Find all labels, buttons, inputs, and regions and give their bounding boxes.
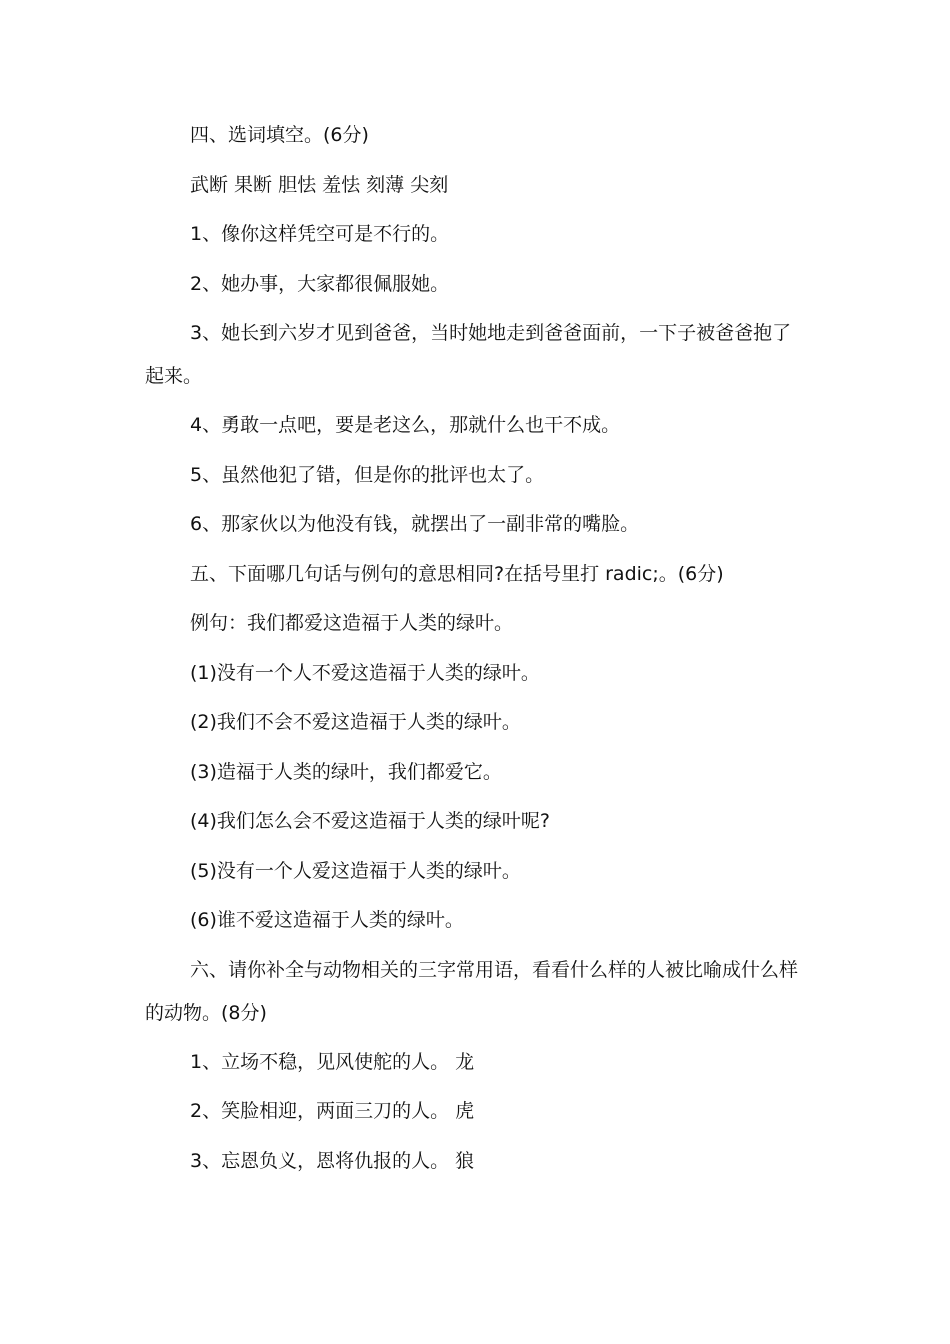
option-item: (1)没有一个人不爱这造福于人类的绿叶。 <box>190 661 540 684</box>
question-item: 2、她办事，大家都很佩服她。 <box>190 272 450 295</box>
question-item: 1、像你这样凭空可是不行的。 <box>190 223 450 245</box>
option-item: (3)造福于人类的绿叶，我们都爱它。 <box>190 760 502 783</box>
section-heading-5: 五、下面哪几句话与例句的意思相同?在括号里打 radic;。(6分) <box>190 562 724 585</box>
question-item: 2、笑脸相迎，两面三刀的人。 虎 <box>190 1100 475 1122</box>
question-item: 4、勇敢一点吧，要是老这么，那就什么也干不成。 <box>190 414 621 436</box>
option-item: (6)谁不爱这造福于人类的绿叶。 <box>190 909 464 931</box>
option-item: (4)我们怎么会不爱这造福于人类的绿叶呢? <box>190 810 550 832</box>
document-body <box>145 111 810 1186</box>
section-heading-4: 四、选词填空。(6分) <box>190 124 369 146</box>
question-item: 5、虽然他犯了错，但是你的批评也太了。 <box>190 463 545 486</box>
question-item: 3、她长到六岁才见到爸爸，当时她地走到爸爸面前，一下子被爸爸抱了起来。 <box>145 322 792 387</box>
option-item: (5)没有一个人爱这造福于人类的绿叶。 <box>190 859 521 882</box>
word-choices: 武断 果断 胆怯 羞怯 刻薄 尖刻 <box>190 173 449 196</box>
question-item: 1、立场不稳，见风使舵的人。 龙 <box>190 1050 475 1073</box>
option-item: (2)我们不会不爱这造福于人类的绿叶。 <box>190 711 521 733</box>
example-sentence: 例句：我们都爱这造福于人类的绿叶。 <box>190 612 514 634</box>
question-item: 6、那家伙以为他没有钱，就摆出了一副非常的嘴脸。 <box>190 513 640 535</box>
question-item: 3、忘恩负义，恩将仇报的人。 狼 <box>190 1149 475 1172</box>
section-heading-6: 六、请你补全与动物相关的三字常用语，看看什么样的人被比喻成什么样的动物。(8分) <box>145 958 799 1024</box>
